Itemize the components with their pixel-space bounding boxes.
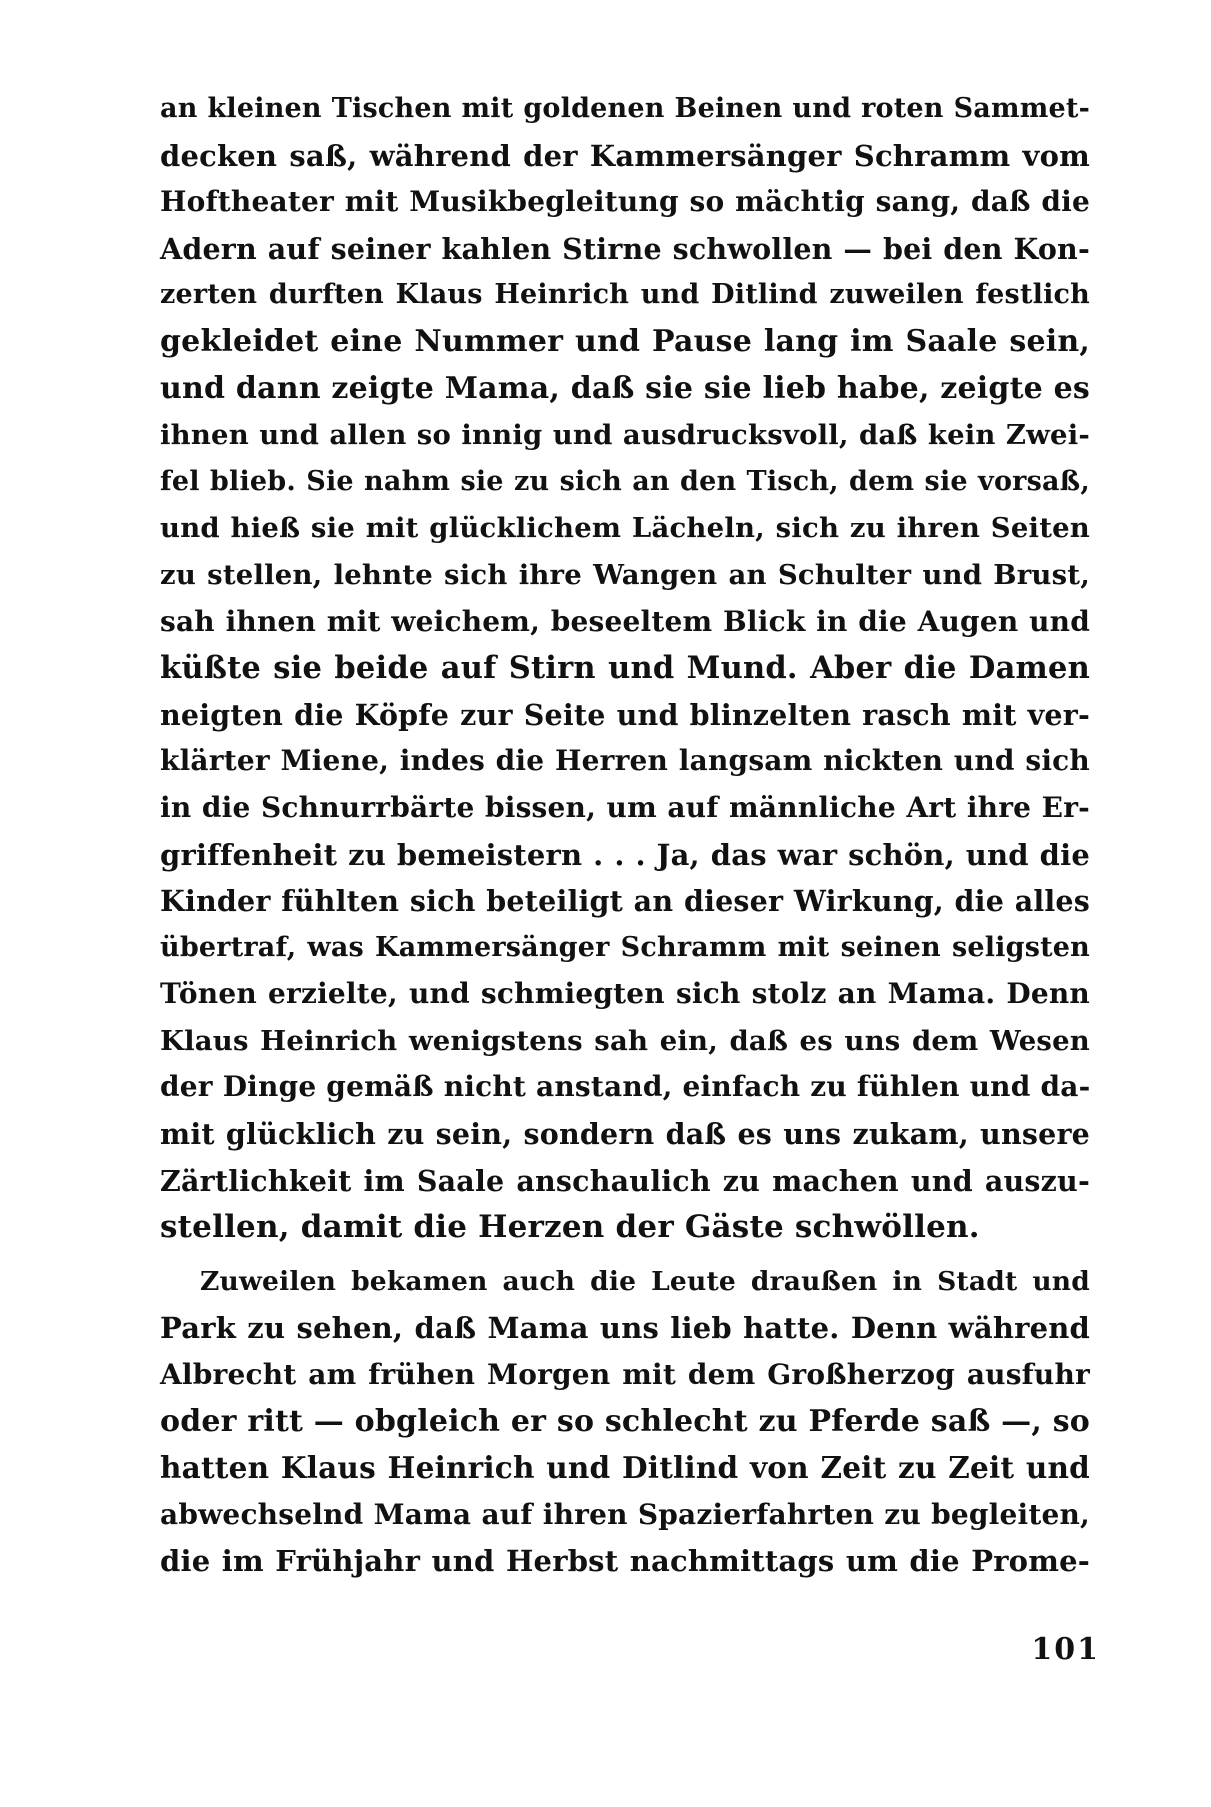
text-line: und dann zeigte Mama, daß sie sie lieb habe, zeigte es — [160, 370, 1090, 406]
text-line: mit glücklich zu sein, sondern daß es uns zukam, unsere — [160, 1117, 1090, 1152]
text-line: Park zu sehen, daß Mama uns lieb hatte. Denn während — [160, 1311, 1090, 1346]
paragraph-1 — [160, 86, 1090, 1251]
text-line: griffenheit zu bemeistern . . . Ja, das war schön, und die — [160, 837, 1090, 872]
paragraph-2 — [160, 1259, 1090, 1585]
text-line: fel blieb. Sie nahm sie zu sich an den Tisch, dem sie vorsaß, — [160, 465, 1090, 497]
paragraph-gap — [160, 1251, 1090, 1259]
text-line: der Dinge gemäß nicht anstand, einfach zu fühlen und da- — [160, 1070, 1091, 1104]
text-line: zu stellen, lehnte sich ihre Wangen an Schulter und Brust, — [160, 558, 1090, 591]
text-line: übertraf, was Kammersänger Schramm mit seinen seligsten — [160, 931, 1090, 963]
text-line: die im Frühjahr und Herbst nachmittags um die Prome- — [160, 1544, 1090, 1579]
text-line: in die Schnurrbärte bissen, um auf männliche Art ihre Er- — [160, 790, 1090, 824]
page-number: 101 — [1031, 1632, 1100, 1667]
text-line: stellen, damit die Herzen der Gäste schwöllen. — [160, 1209, 980, 1246]
text-line: und hieß sie mit glücklichem Lächeln, sich zu ihren Seiten — [160, 512, 1090, 545]
text-line: decken saß, während der Kammersänger Schramm vom — [160, 138, 1090, 173]
text-line: Hoftheater mit Musikbegleitung so mächtig sang, daß die — [160, 185, 1090, 219]
text-line: Klaus Heinrich wenigstens sah ein, daß es uns dem Wesen — [160, 1024, 1090, 1057]
text-line: hatten Klaus Heinrich und Ditlind von Zeit zu Zeit und — [160, 1450, 1090, 1486]
text-line: neigten die Köpfe zur Seite und blinzelten rasch mit ver- — [160, 697, 1090, 732]
text-line: Tönen erzielte, und schmiegten sich stolz an Mama. Denn — [160, 977, 1090, 1011]
text-line: küßte sie beide auf Stirn und Mund. Aber die Damen — [160, 650, 1090, 687]
text-line: an kleinen Tischen mit goldenen Beinen und roten Sammet- — [160, 93, 1090, 124]
text-line: Kinder fühlten sich beteiligt an dieser Wirkung, die alles — [160, 884, 1090, 919]
text-line: Zuweilen bekamen auch die Leute draußen in Stadt und — [200, 1265, 1090, 1297]
text-line: Albrecht am frühen Morgen mit dem Großherzog ausfuhr — [160, 1358, 1090, 1392]
text-line: Zärtlichkeit im Saale anschaulich zu machen und auszu- — [160, 1163, 1090, 1198]
body-text — [160, 86, 1090, 1585]
text-line: Adern auf seiner kahlen Stirne schwollen — bei den Kon- — [160, 231, 1090, 266]
text-line: sah ihnen mit weichem, beseeltem Blick in die Augen und — [160, 604, 1090, 638]
text-line: abwechselnd Mama auf ihren Spazierfahrten zu begleiten, — [160, 1497, 1090, 1531]
text-line: ihnen und allen so innig und ausdrucksvoll, daß kein Zwei- — [160, 419, 1090, 452]
text-line: oder ritt — obgleich er so schlecht zu Pferde saß —, so — [160, 1403, 1090, 1439]
text-line: gekleidet eine Nummer und Pause lang im Saale sein, — [160, 323, 1090, 359]
text-line: klärter Miene, indes die Herren langsam nickten und sich — [160, 744, 1090, 778]
text-line: zerten durften Klaus Heinrich und Ditlind zuweilen festlich — [160, 279, 1090, 311]
